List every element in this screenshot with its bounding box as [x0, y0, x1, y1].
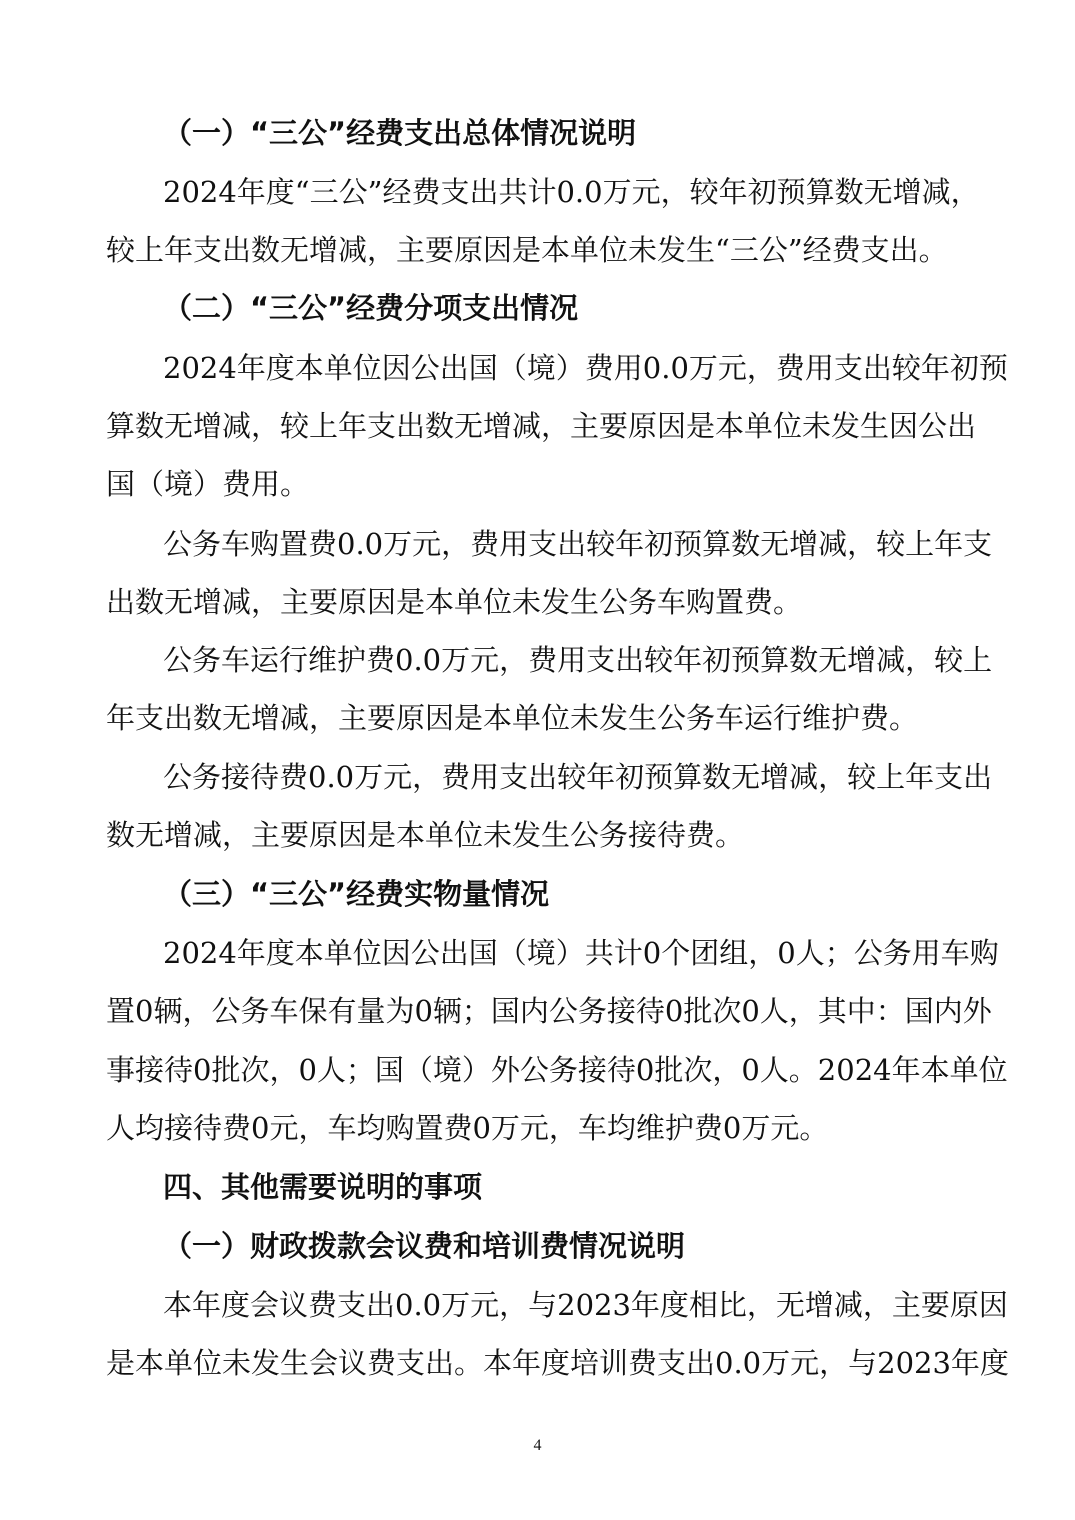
paragraph-line: 2024年度“三公”经费支出共计0.0万元，较年初预算数无增减，	[163, 175, 980, 209]
paragraph-line: 人均接待费0元，车均购置费0万元，车均维护费0万元。	[106, 1111, 829, 1145]
paragraph-line: 2024年度本单位因公出国（境）费用0.0万元，费用支出较年初预	[163, 351, 1008, 385]
paragraph-line: 算数无增减，较上年支出数无增减，主要原因是本单位未发生因公出	[106, 409, 977, 443]
paragraph-line: 国（境）费用。	[106, 467, 310, 501]
page-number: 4	[533, 1437, 542, 1454]
paragraph-line: 事接待0批次，0人；国（境）外公务接待0批次，0人。2024年本单位	[106, 1053, 1008, 1087]
paragraph-line: 公务车运行维护费0.0万元，费用支出较年初预算数无增减，较上	[163, 643, 993, 677]
heading-itemized-expenses: （二）“三公”经费分项支出情况	[163, 291, 579, 325]
section-other-matters: 四、其他需要说明的事项	[163, 1170, 483, 1204]
heading-meeting-training-fees: （一）财政拨款会议费和培训费情况说明	[163, 1229, 686, 1263]
paragraph-line: 本年度会议费支出0.0万元，与2023年度相比，无增减，主要原因	[163, 1288, 1008, 1322]
paragraph-line: 2024年度本单位因公出国（境）共计0个团组，0人；公务用车购	[163, 936, 999, 970]
heading-overall-three-public: （一）“三公”经费支出总体情况说明	[163, 116, 637, 150]
paragraph-line: 出数无增减，主要原因是本单位未发生公务车购置费。	[106, 585, 803, 619]
heading-physical-quantities: （三）“三公”经费实物量情况	[163, 877, 550, 911]
paragraph-line: 年支出数无增减，主要原因是本单位未发生公务车运行维护费。	[106, 701, 919, 735]
paragraph-line: 公务接待费0.0万元，费用支出较年初预算数无增减，较上年支出	[163, 760, 993, 794]
paragraph-line: 置0辆，公务车保有量为0辆；国内公务接待0批次0人，其中：国内外	[106, 994, 992, 1028]
paragraph-line: 较上年支出数无增减，主要原因是本单位未发生“三公”经费支出。	[106, 233, 948, 267]
paragraph-line: 数无增减，主要原因是本单位未发生公务接待费。	[106, 818, 745, 852]
paragraph-line: 是本单位未发生会议费支出。本年度培训费支出0.0万元，与2023年度	[106, 1346, 1009, 1380]
paragraph-line: 公务车购置费0.0万元，费用支出较年初预算数无增减，较上年支	[163, 527, 993, 561]
